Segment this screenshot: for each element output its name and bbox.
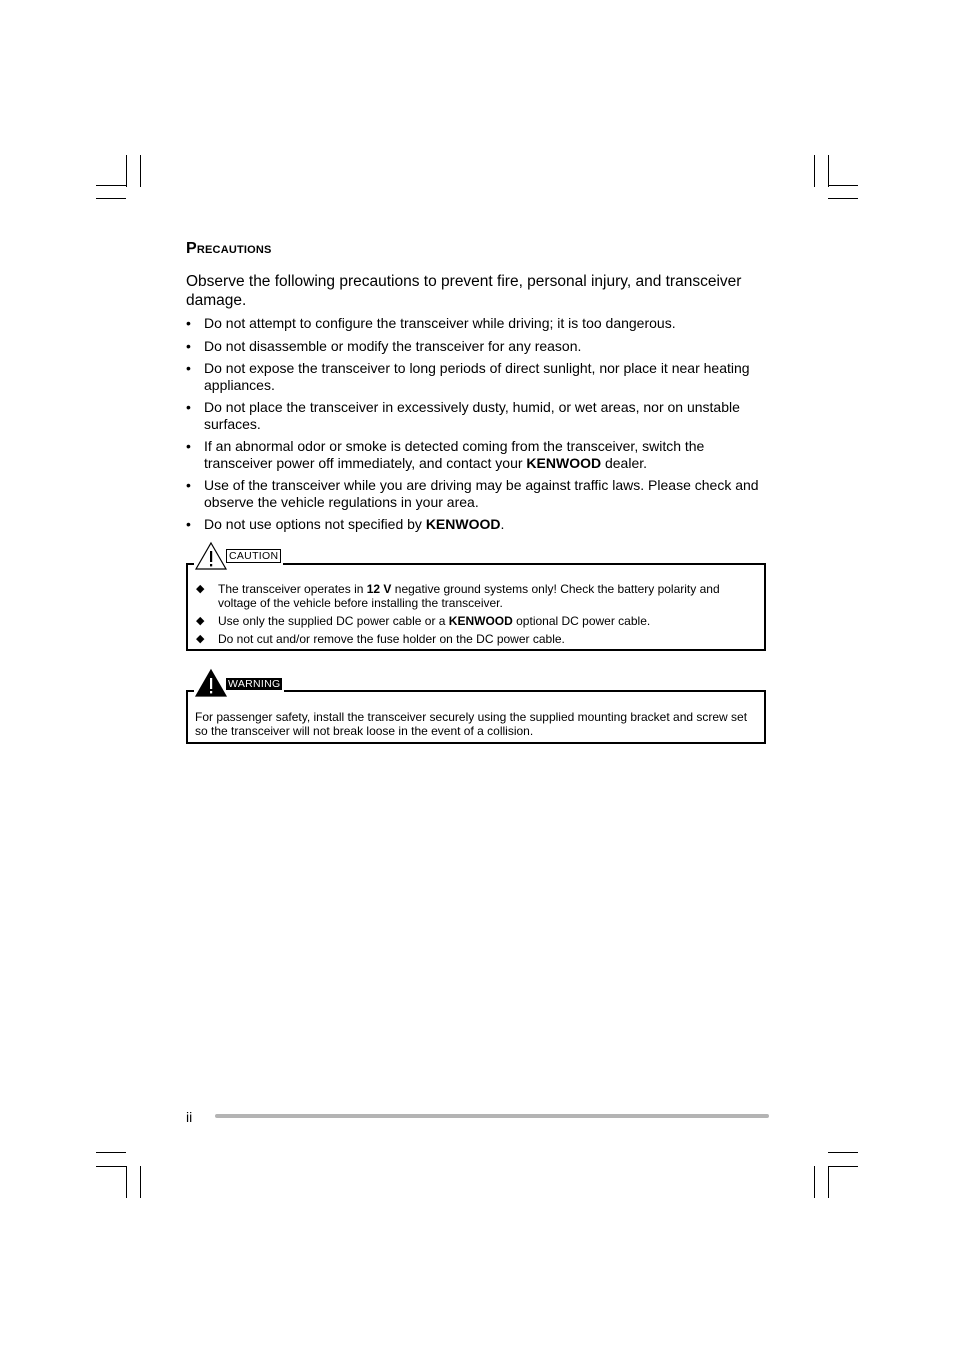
list-item: • Do not disassemble or modify the transceiver for any reason.	[186, 337, 582, 354]
list-item: ◆ Do not cut and/or remove the fuse holder on the DC power cable.	[196, 632, 565, 646]
footer-rule	[215, 1114, 769, 1118]
warning-triangle-icon	[194, 668, 228, 698]
bullet-icon: •	[186, 337, 191, 354]
crop-mark	[814, 1166, 815, 1198]
crop-mark	[140, 155, 141, 187]
crop-mark	[828, 155, 829, 187]
page-number: ii	[186, 1109, 193, 1125]
bullet-icon: •	[186, 399, 191, 415]
crop-mark	[828, 1166, 858, 1167]
bullet-icon: •	[186, 516, 191, 532]
diamond-bullet-icon: ◆	[196, 583, 205, 595]
caution-list	[196, 582, 752, 650]
list-item: • Use of the transceiver while you are driving may be against traffic laws. Please check and observe the vehicle regulations in your area.	[186, 477, 759, 510]
crop-mark	[814, 155, 815, 187]
brand-name: KENWOOD	[425, 516, 501, 532]
list-item: • Do not attempt to configure the transceiver while driving; it is too dangerous.	[186, 315, 676, 331]
crop-mark	[96, 198, 126, 199]
warning-text: For passenger safety, install the transceiver securely using the supplied mounting bracket and screw set so the transceiver will not break loose in the event of a collision.	[195, 710, 748, 738]
brand-name: KENWOOD	[526, 454, 602, 471]
crop-mark	[96, 185, 126, 186]
caution-label: CAUTION	[226, 549, 281, 563]
voltage-value: 12 V	[366, 582, 392, 596]
crop-mark	[126, 155, 127, 187]
warning-box	[186, 678, 766, 744]
crop-mark	[828, 185, 858, 186]
crop-mark	[828, 1166, 829, 1198]
list-item: • If an abnormal odor or smoke is detected coming from the transceiver, switch the transceiver power off immediately, and contact your KENWOOD dealer.	[186, 438, 705, 471]
bullet-icon: •	[186, 360, 191, 376]
bullet-icon: •	[186, 315, 191, 331]
caution-box	[186, 550, 766, 651]
caution-tag	[194, 545, 283, 571]
precautions-list	[186, 315, 776, 539]
crop-mark	[96, 1166, 126, 1167]
diamond-bullet-icon: ◆	[196, 615, 205, 627]
warning-tag	[194, 672, 284, 698]
list-item: ◆ Use only the supplied DC power cable or a KENWOOD optional DC power cable.	[196, 614, 651, 628]
warning-label: WARNING	[228, 678, 281, 690]
diamond-bullet-icon: ◆	[196, 633, 205, 645]
crop-mark	[96, 1152, 126, 1153]
list-item: ◆ The transceiver operates in 12 V negative ground systems only! Check the battery polarity and voltage of the vehicle before installing the transceiver.	[196, 582, 720, 610]
section-heading: Precautions	[186, 240, 272, 257]
crop-mark	[140, 1166, 141, 1198]
list-item: • Do not place the transceiver in excessively dusty, humid, or wet areas, nor on unstable surfaces.	[186, 399, 740, 432]
list-item: • Do not expose the transceiver to long periods of direct sunlight, nor place it near heating appliances.	[186, 360, 750, 393]
list-item: • Do not use options not specified by KENWOOD.	[186, 516, 505, 532]
crop-mark	[126, 1166, 127, 1198]
caution-triangle-icon	[194, 541, 228, 571]
intro-paragraph: Observe the following precautions to prevent fire, personal injury, and transceiver damage.	[186, 273, 742, 309]
crop-mark	[828, 198, 858, 199]
brand-name: KENWOOD	[448, 614, 513, 628]
bullet-icon: •	[186, 438, 191, 454]
crop-mark	[828, 1152, 858, 1153]
bullet-icon: •	[186, 477, 191, 493]
